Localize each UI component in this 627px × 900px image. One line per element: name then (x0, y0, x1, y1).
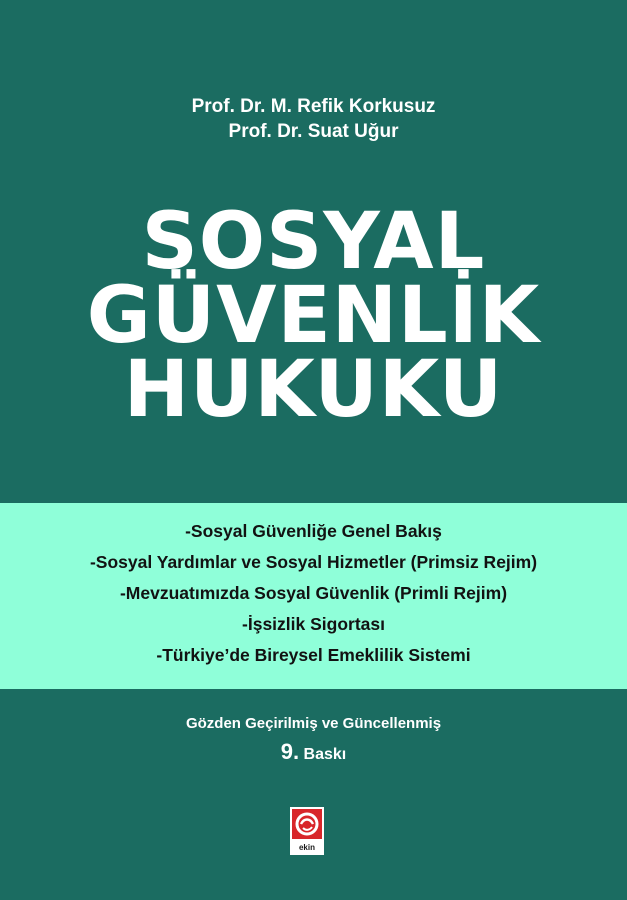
edition-note: Gözden Geçirilmiş ve Güncellenmiş (185, 715, 442, 732)
author-2: Prof. Dr. Suat Uğur (228, 121, 399, 142)
book-title (0, 197, 627, 435)
edition-label: Baskı (303, 746, 347, 763)
author-1: Prof. Dr. M. Refik Korkusuz (191, 96, 436, 117)
logo-text: ekin (298, 843, 315, 852)
topic-item: -İşsizlik Sigortası (242, 614, 385, 634)
authors (0, 94, 627, 144)
topic-item: -Mevzuatımızda Sosyal Güvenlik (Primli Rejim) (119, 583, 508, 603)
title-line-2: GÜVENLİK (86, 271, 541, 361)
topics-list (0, 516, 627, 671)
edition-number: 9. (280, 739, 300, 764)
topic-item: -Türkiye’de Bireysel Emeklilik Sistemi (156, 645, 471, 665)
topics-band (0, 503, 627, 689)
topic-item: -Sosyal Güvenliğe Genel Bakış (185, 521, 442, 541)
ekin-publisher-logo-icon (290, 807, 324, 855)
edition-info (0, 714, 627, 767)
topic-item: -Sosyal Yardımlar ve Sosyal Hizmetler (Primsiz Rejim) (89, 552, 538, 572)
edition-line (0, 740, 627, 767)
title-line-3: HUKUKU (123, 345, 504, 435)
logo-mark (292, 809, 322, 839)
title-line-1: SOSYAL (141, 197, 486, 287)
